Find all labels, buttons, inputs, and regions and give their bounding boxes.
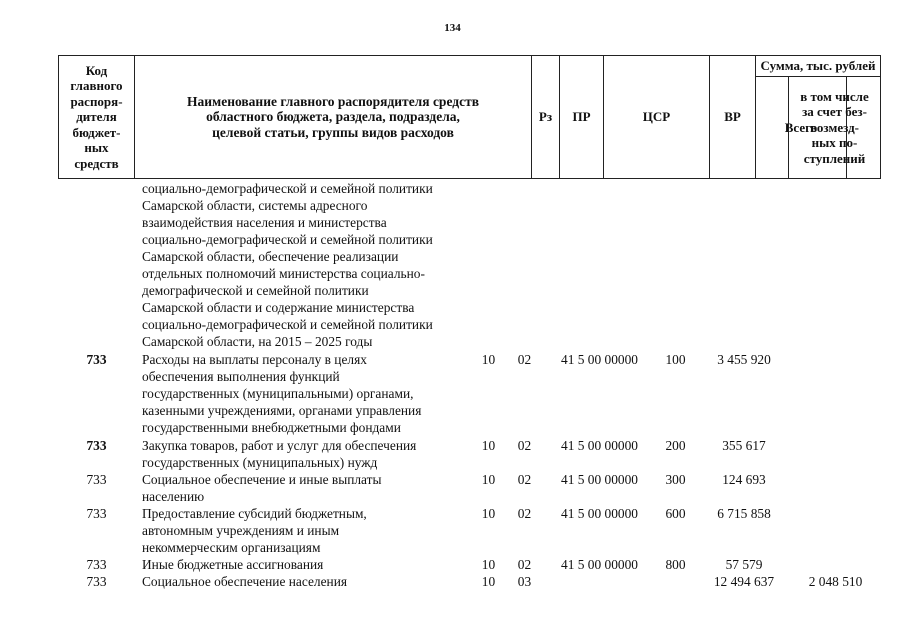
header-incl-line: возмезд- [810, 119, 859, 135]
header-code-line: ных [84, 140, 109, 156]
row-code: 733 [86, 574, 107, 589]
continuation-line: Самарской области, обеспечение реализации [142, 249, 399, 264]
continuation-line: демографической и семейной политики [142, 283, 369, 298]
row-description-line: Иные бюджетные ассигнования [142, 557, 324, 572]
row-description [142, 471, 382, 505]
header-incl-line: ступлений [803, 150, 866, 166]
row-pr: 02 [517, 438, 532, 453]
continuation-line: социально-демографической и семейной политики [142, 317, 433, 332]
row-csr: 41 5 00 00000 [561, 557, 638, 572]
continuation-line: социально-демографической и семейной политики [142, 181, 433, 196]
continuation-line: отдельных полномочий министерства социально- [142, 266, 425, 281]
row-description-line: государственных (муниципальных) нужд [142, 455, 378, 470]
row-csr: 41 5 00 00000 [561, 472, 638, 487]
row-description-line: населению [142, 489, 205, 504]
row-code: 733 [86, 557, 107, 572]
row-pr: 03 [517, 574, 532, 589]
row-description-line: Расходы на выплаты персоналу в целях [142, 352, 367, 367]
row-description [142, 556, 323, 573]
row-pr: 02 [517, 506, 532, 521]
header-code-line: средств [74, 155, 119, 171]
page-number: 134 [444, 22, 461, 34]
header-pr: ПР [559, 55, 604, 179]
row-vr: 600 [665, 506, 686, 521]
row-total: 355 617 [722, 438, 766, 453]
row-rz: 10 [481, 557, 496, 572]
continuation-line: Самарской области, на 2015 – 2025 годы [142, 334, 373, 349]
row-code: 733 [86, 352, 107, 367]
header-name-line: областного бюджета, раздела, подраздела, [206, 109, 460, 125]
row-total: 6 715 858 [717, 506, 771, 521]
row-description [142, 351, 421, 436]
row-csr: 41 5 00 00000 [561, 438, 638, 453]
header-name [134, 55, 532, 179]
header-code-line: бюджет- [72, 124, 121, 140]
continuation-line: социально-демографической и семейной политики [142, 232, 433, 247]
header-incl-line: ных по- [811, 135, 858, 151]
row-description-line: некоммерческим организациям [142, 540, 321, 555]
continuation-text [142, 180, 433, 350]
header-code-line: дителя [76, 109, 117, 125]
row-description [142, 573, 347, 590]
row-rz: 10 [481, 352, 496, 367]
row-description [142, 505, 367, 556]
header-rz: Рз [531, 55, 560, 179]
row-description-line: автономным учреждениям и иным [142, 523, 340, 538]
row-total: 124 693 [722, 472, 766, 487]
table-header [58, 55, 881, 179]
row-rz: 10 [481, 506, 496, 521]
row-total: 12 494 637 [713, 574, 775, 589]
header-code-line: распоря- [70, 93, 123, 109]
row-description [142, 437, 416, 471]
continuation-line: Самарской области, системы адресного [142, 198, 368, 213]
header-incl-line: в том числе [800, 88, 869, 104]
header-code [58, 55, 135, 179]
row-total: 57 579 [725, 557, 763, 572]
row-vr: 800 [665, 557, 686, 572]
row-incl: 2 048 510 [808, 574, 863, 589]
header-code-line: главного [70, 78, 123, 94]
row-rz: 10 [481, 574, 496, 589]
row-csr: 41 5 00 00000 [561, 352, 638, 367]
row-description-line: Социальное обеспечение и иные выплаты [142, 472, 382, 487]
row-pr: 02 [517, 557, 532, 572]
header-incl-cell [788, 76, 881, 179]
row-code: 733 [86, 438, 107, 453]
row-code: 733 [86, 506, 107, 521]
row-rz: 10 [481, 438, 496, 453]
header-code-line: Код [85, 62, 108, 78]
row-description-line: государственных (муниципальными) органами, [142, 386, 414, 401]
header-sum: Сумма, тыс. рублей [755, 55, 881, 77]
row-vr: 200 [665, 438, 686, 453]
row-description-line: государственными внебюджетными фондами [142, 420, 401, 435]
row-description-line: Предоставление субсидий бюджетным, [142, 506, 367, 521]
header-vr: ВР [709, 55, 756, 179]
row-description-line: Социальное обеспечение населения [142, 574, 348, 589]
header-csr: ЦСР [603, 55, 710, 179]
row-rz: 10 [481, 472, 496, 487]
row-csr: 41 5 00 00000 [561, 506, 638, 521]
row-pr: 02 [517, 352, 532, 367]
row-description-line: Закупка товаров, работ и услуг для обеспечения [142, 438, 417, 453]
header-name-line: целевой статьи, группы видов расходов [212, 124, 454, 140]
row-description-line: обеспечения выполнения функций [142, 369, 340, 384]
row-vr: 300 [665, 472, 686, 487]
row-code: 733 [86, 472, 107, 487]
row-description-line: казенными учреждениями, органами управления [142, 403, 422, 418]
header-total: Всего [755, 76, 847, 179]
table-header-incl [788, 76, 881, 179]
continuation-line: взаимодействия населения и министерства [142, 215, 387, 230]
header-incl-line: за счет без- [802, 104, 867, 120]
row-pr: 02 [517, 472, 532, 487]
row-total: 3 455 920 [717, 352, 771, 367]
row-vr: 100 [665, 352, 686, 367]
header-name-line: Наименование главного распорядителя средств [186, 93, 479, 109]
continuation-line: Самарской области и содержание министерства [142, 300, 415, 315]
